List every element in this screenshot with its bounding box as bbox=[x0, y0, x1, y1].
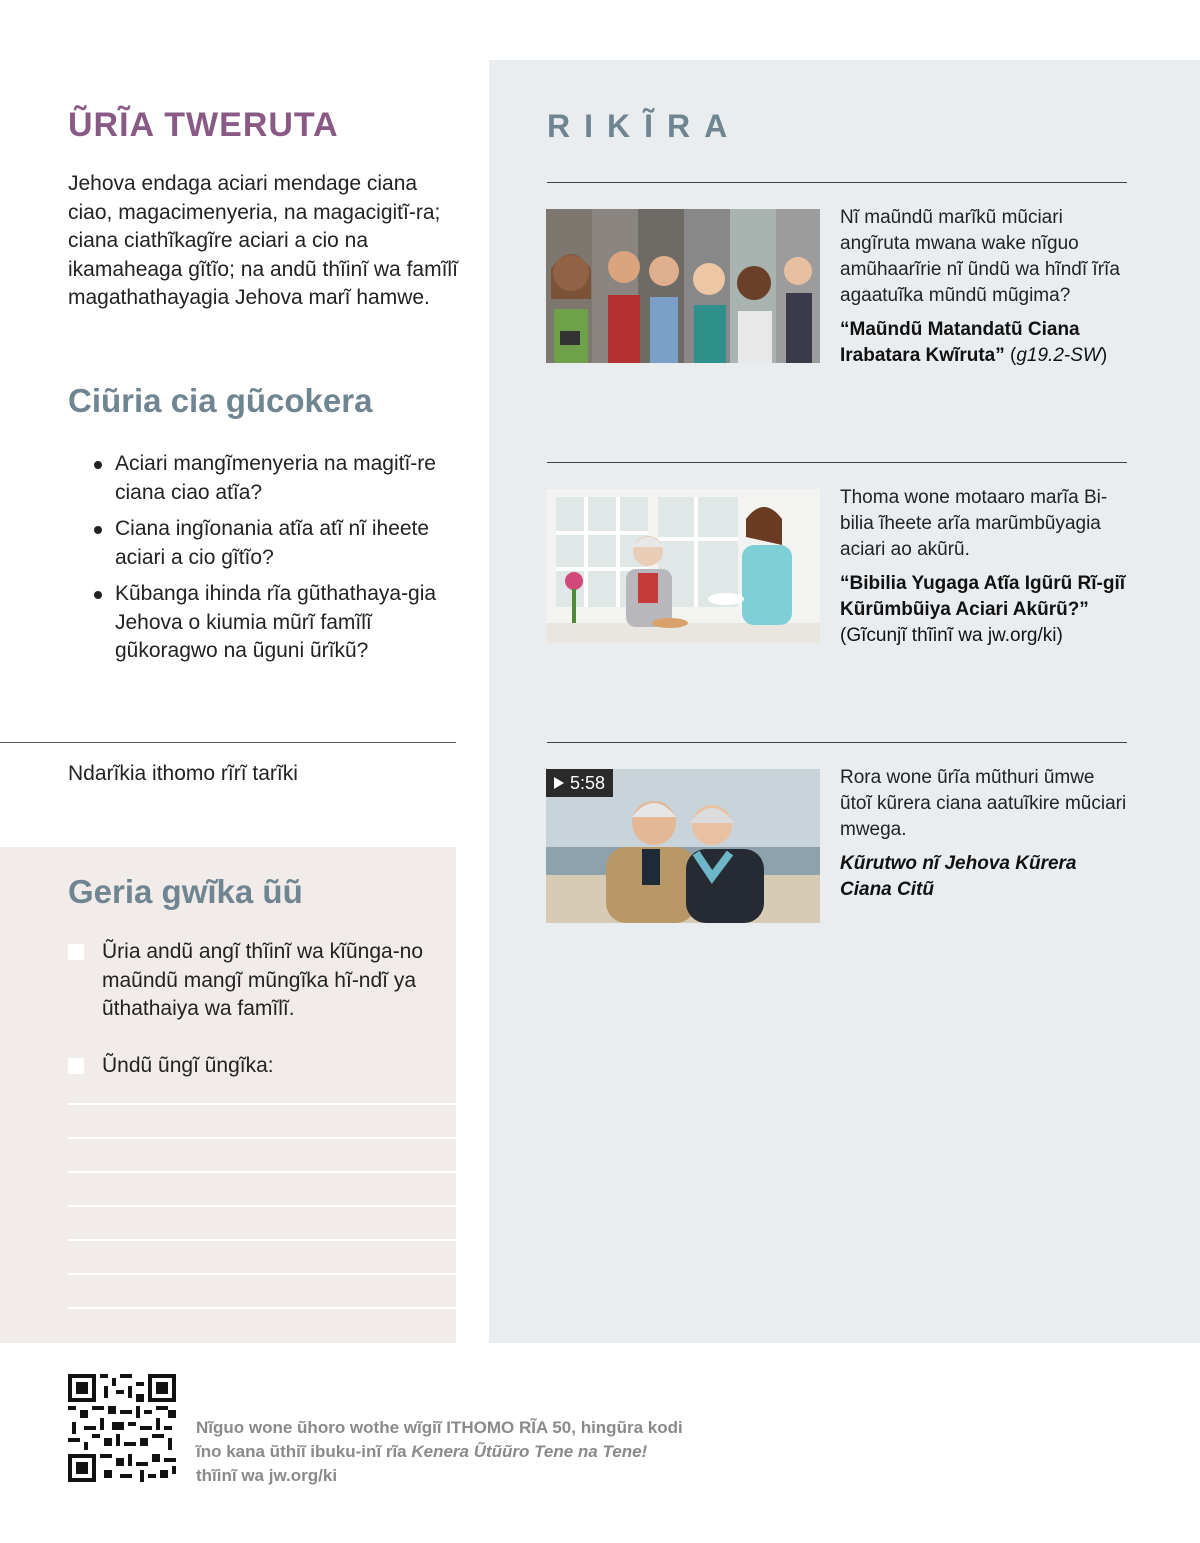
questions-title: Ciũria cia gũcokera bbox=[68, 382, 373, 419]
elderly-care-photo[interactable] bbox=[546, 489, 820, 643]
try-item[interactable] bbox=[68, 1052, 428, 1081]
elderly-couple-video-thumbnail[interactable] bbox=[546, 769, 820, 923]
explore-item-ref-title[interactable]: “Maũndũ Matandatũ Ciana Irabatara Kwĩruta” bbox=[840, 319, 1080, 366]
try-item[interactable] bbox=[68, 938, 428, 1024]
writing-line[interactable] bbox=[68, 1171, 456, 1173]
explore-item-reference[interactable] bbox=[840, 851, 1130, 903]
writing-line[interactable] bbox=[68, 1273, 456, 1275]
paren-open: ( bbox=[1004, 345, 1017, 366]
question-item: Aciari mangĩmenyeria na magitĩ-re ciana ciao atĩa? bbox=[92, 450, 452, 507]
checkbox[interactable] bbox=[68, 944, 84, 960]
date-divider bbox=[0, 742, 456, 743]
explore-item-reference[interactable] bbox=[840, 317, 1130, 369]
writing-line[interactable] bbox=[68, 1137, 456, 1139]
question-item: Kũbanga ihinda rĩa gũthathaya-gia Jehova o kiumia mũrĩ famĩlĩ gũkoragwo na ũguni ũrĩkũ? bbox=[92, 580, 452, 666]
children-photo[interactable] bbox=[546, 209, 820, 363]
review-text: Jehova endaga aciari mendage ciana ciao, magacimenyeria, na magacigitĩ-ra; ciana ciathĩkagĩre aciari a cio na ikamaheaga gĩtĩo; na andũ thĩinĩ wa famĩlĩ magathathayagia Jehova marĩ hamwe. bbox=[68, 172, 458, 309]
try-title: Geria gwĩka ũũ bbox=[68, 873, 303, 910]
footer-line-text: ĩno kana ũthiĩ ibuku-inĩ rĩa bbox=[196, 1442, 412, 1461]
explore-item-ref-title[interactable]: Kũrutwo nĩ Jehova Kũrera Ciana Citũ bbox=[840, 853, 1077, 900]
footer-text bbox=[196, 1416, 756, 1488]
footer-line bbox=[196, 1440, 756, 1464]
video-duration-badge[interactable] bbox=[546, 769, 613, 797]
explore-divider bbox=[547, 742, 1127, 743]
explore-item-ref-note: (Gĩcunjĩ thĩinĩ wa jw.org/ki) bbox=[840, 625, 1063, 646]
explore-item-reference[interactable] bbox=[840, 571, 1130, 649]
review-title: ŨRĨA TWERUTA bbox=[68, 106, 339, 144]
explore-item-description: Thoma wone motaaro marĩa Bi-bilia ĩheete arĩa marũmbũyagia aciari ao akũrũ. bbox=[840, 487, 1108, 560]
try-panel bbox=[0, 847, 456, 1343]
explore-item-ref-code: g19.2-SW bbox=[1016, 345, 1101, 366]
writing-line[interactable] bbox=[68, 1103, 456, 1105]
try-item-label: Ũndũ ũngĩ ũngĩka: bbox=[102, 1054, 274, 1077]
explore-item-description: Nĩ maũndũ marĩkũ mũciari angĩruta mwana wake nĩguo amũhaarĩrie nĩ ũndũ wa hĩndĩ ĩrĩa agaatuĩka mũndũ mũgima? bbox=[840, 207, 1120, 306]
explore-item-ref-title[interactable]: “Bibilia Yugaga Atĩa Igũrũ Rĩ-giĩ Kũrũmbũiya Aciari Akũrũ?” bbox=[840, 573, 1126, 620]
explore-item-description: Rora wone ũrĩa mũthuri ũmwe ũtoĩ kũrera ciana aatuĩkire mũciari mwega. bbox=[840, 767, 1127, 840]
explore-divider bbox=[547, 462, 1127, 463]
play-icon[interactable] bbox=[554, 777, 564, 789]
question-item: Ciana ingĩonania atĩa atĩ nĩ iheete aciari a cio gĩtĩo? bbox=[92, 515, 452, 572]
footer-line: Nĩguo wone ũhoro wothe wĩgiĩ ITHOMO RĨA 50, hingũra kodi bbox=[196, 1418, 683, 1437]
explore-panel bbox=[489, 60, 1200, 1343]
book-title: Kenera Ũtũũro Tene na Tene! bbox=[411, 1442, 648, 1461]
explore-title: RIKĨRA bbox=[547, 108, 742, 144]
date-label: Ndarĩkia ithomo rĩrĩ tarĩki bbox=[68, 762, 298, 785]
writing-line[interactable] bbox=[68, 1307, 456, 1309]
paren-close: ) bbox=[1100, 345, 1108, 366]
questions-list bbox=[92, 450, 452, 674]
video-duration: 5:58 bbox=[570, 773, 606, 793]
checkbox[interactable] bbox=[68, 1058, 84, 1074]
explore-divider bbox=[547, 182, 1127, 183]
try-item-label: Ũria andũ angĩ thĩinĩ wa kĩũnga-no maũndũ mangĩ mũngĩka hĩ-ndĩ ya ũthathaiya wa famĩlĩ. bbox=[102, 940, 424, 1020]
writing-line[interactable] bbox=[68, 1239, 456, 1241]
writing-line[interactable] bbox=[68, 1205, 456, 1207]
qr-code[interactable] bbox=[68, 1374, 176, 1482]
footer-link[interactable]: thĩinĩ wa jw.org/ki bbox=[196, 1466, 338, 1485]
